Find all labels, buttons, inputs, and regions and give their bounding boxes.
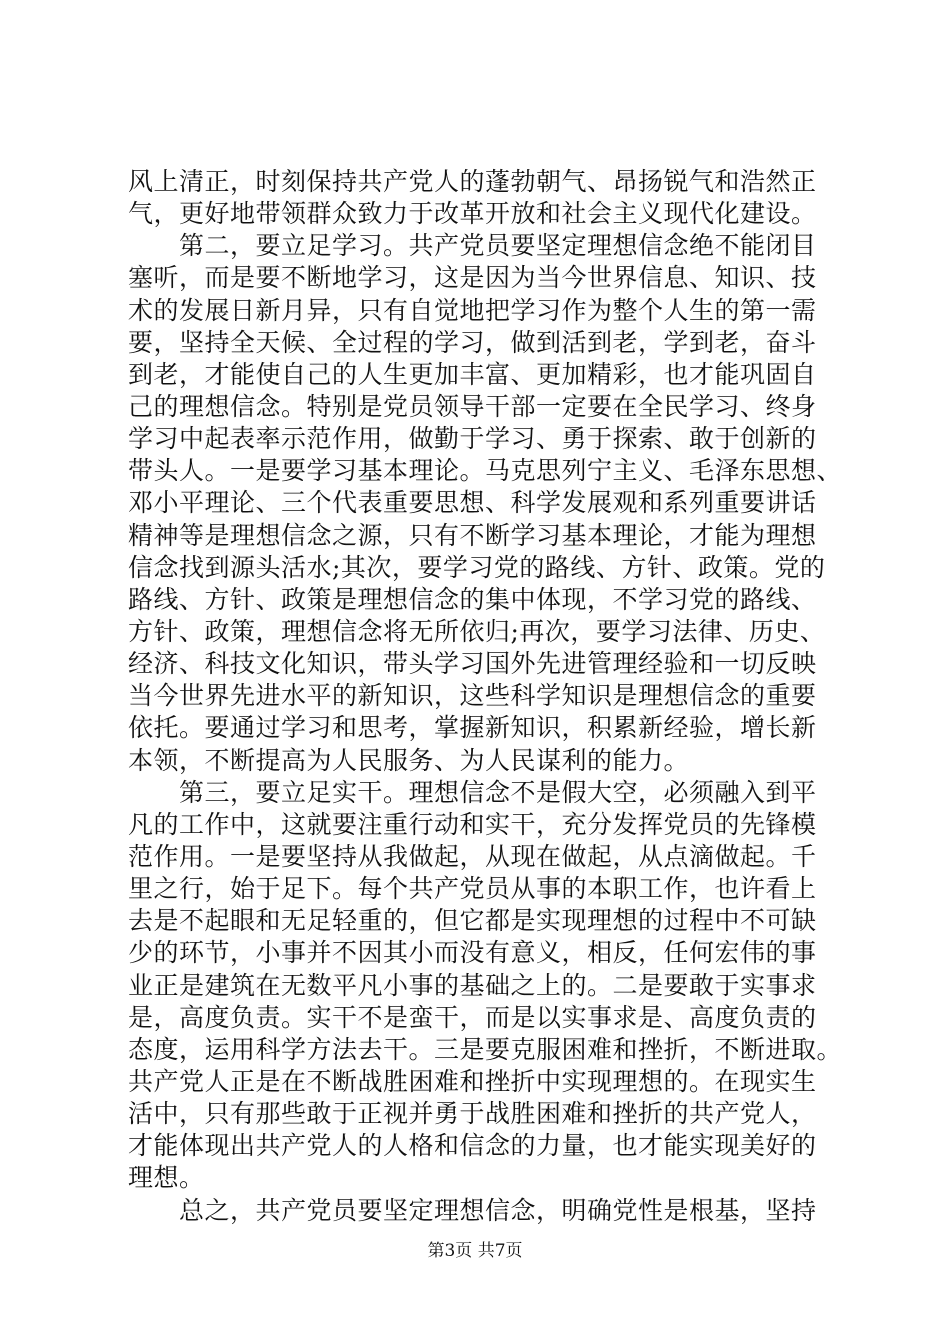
- text-line: 共产党人正是在不断战胜困难和挫折中实现理想的。在现实生: [128, 1066, 817, 1096]
- text-line: 信念找到源头活水;其次，要学习党的路线、方针、政策。党的: [128, 552, 826, 582]
- text-line: 己的理想信念。特别是党员领导干部一定要在全民学习、终身: [128, 391, 817, 421]
- text-line: 少的环节，小事并不因其小而没有意义，相反，任何宏伟的事: [128, 938, 817, 968]
- text-line: 方针、政策，理想信念将无所依归;再次，要学习法律、历史、: [128, 616, 826, 646]
- text-line: 当今世界先进水平的新知识，这些科学知识是理想信念的重要: [128, 681, 817, 711]
- text-line: 气，更好地带领群众致力于改革开放和社会主义现代化建设。: [128, 199, 817, 229]
- text-line: 凡的工作中，这就要注重行动和实干，充分发挥党员的先锋模: [128, 809, 817, 839]
- text-line: 本领，不断提高为人民服务、为人民谋利的能力。: [128, 745, 690, 775]
- text-line: 是，高度负责。实干不是蛮干，而是以实事求是、高度负责的: [128, 1002, 817, 1032]
- text-line: 精神等是理想信念之源，只有不断学习基本理论，才能为理想: [128, 520, 817, 550]
- text-line: 术的发展日新月异，只有自觉地把学习作为整个人生的第一需: [128, 295, 817, 325]
- text-line: 邓小平理论、三个代表重要思想、科学发展观和系列重要讲话: [128, 488, 817, 518]
- text-line: 范作用。一是要坚持从我做起，从现在做起，从点滴做起。千: [128, 841, 817, 871]
- text-line: 去是不起眼和无足轻重的，但它都是实现理想的过程中不可缺: [128, 906, 817, 936]
- text-line: 第二，要立足学习。共产党员要坚定理想信念绝不能闭目: [128, 231, 817, 261]
- text-line: 总之，共产党员要坚定理想信念，明确党性是根基，坚持: [128, 1195, 817, 1225]
- text-line: 到老，才能使自己的人生更加丰富、更加精彩，也才能巩固自: [128, 359, 817, 389]
- text-line: 才能体现出共产党人的人格和信念的力量，也才能实现美好的: [128, 1131, 817, 1161]
- text-line: 经济、科技文化知识，带头学习国外先进管理经验和一切反映: [128, 649, 817, 679]
- text-line: 塞听，而是要不断地学习，这是因为当今世界信息、知识、技: [128, 263, 817, 293]
- text-line: 业正是建筑在无数平凡小事的基础之上的。二是要敢于实事求: [128, 970, 817, 1000]
- text-line: 态度，运用科学方法去干。三是要克服困难和挫折，不断进取。: [128, 1034, 843, 1064]
- text-line: 带头人。一是要学习基本理论。马克思列宁主义、毛泽东思想、: [128, 456, 843, 486]
- text-line: 第三，要立足实干。理想信念不是假大空，必须融入到平: [128, 777, 817, 807]
- text-line: 路线、方针、政策是理想信念的集中体现，不学习党的路线、: [128, 584, 817, 614]
- text-line: 活中，只有那些敢于正视并勇于战胜困难和挫折的共产党人，: [128, 1099, 817, 1129]
- text-line: 理想。: [128, 1163, 205, 1193]
- text-line: 学习中起表率示范作用，做勤于学习、勇于探索、敢于创新的: [128, 424, 817, 454]
- text-line: 风上清正，时刻保持共产党人的蓬勃朝气、昂扬锐气和浩然正: [128, 167, 817, 196]
- page-number: 第3页 共7页: [427, 1241, 523, 1261]
- body-text: [128, 166, 848, 1227]
- text-line: 里之行，始于足下。每个共产党员从事的本职工作，也许看上: [128, 874, 817, 904]
- text-line: 依托。要通过学习和思考，掌握新知识，积累新经验，增长新: [128, 713, 817, 743]
- text-line: 要，坚持全天候、全过程的学习，做到活到老，学到老，奋斗: [128, 327, 817, 357]
